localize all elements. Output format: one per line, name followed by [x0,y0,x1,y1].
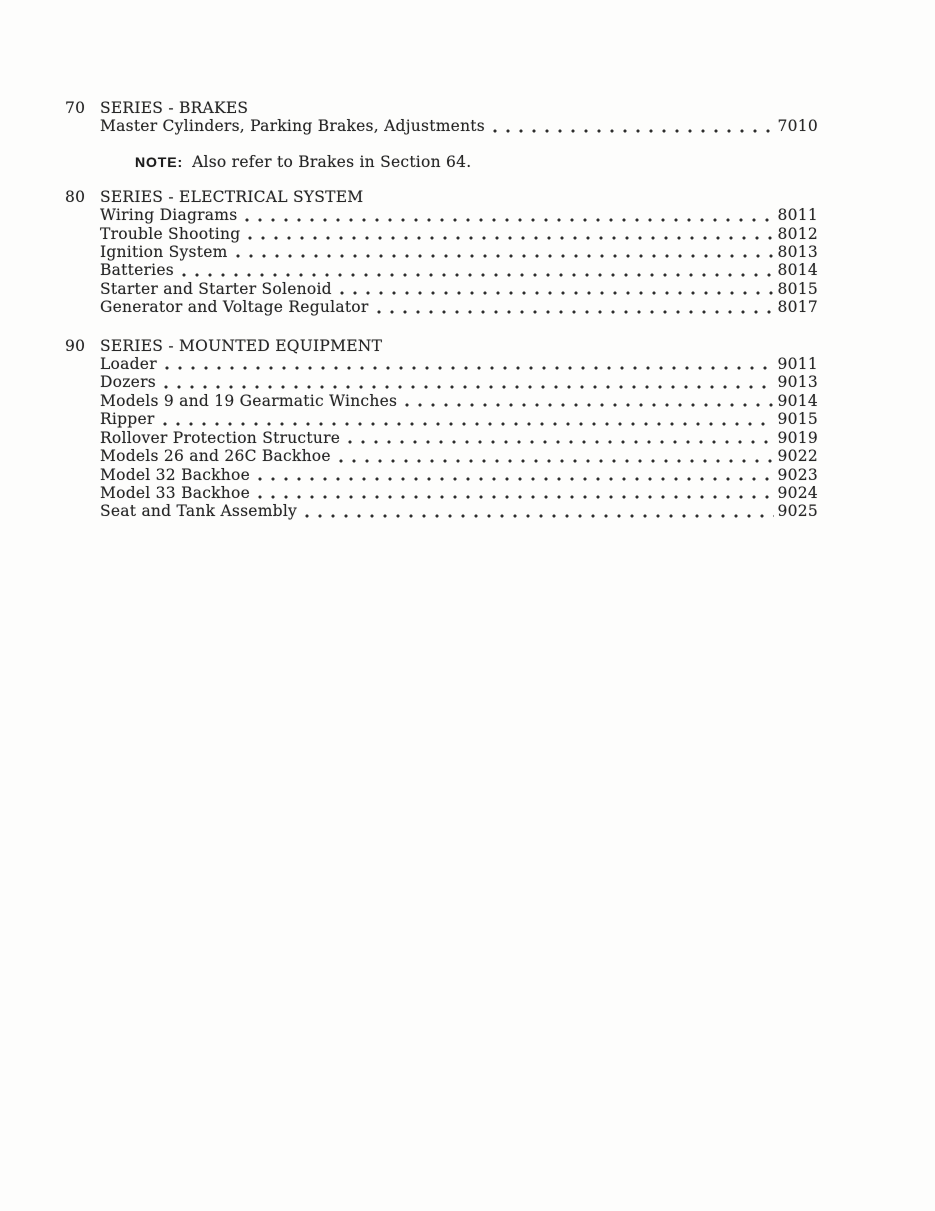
dot-leader [237,206,777,224]
toc-item-page: 9013 [777,373,818,392]
section-title: SERIES - ELECTRICAL SYSTEM [100,187,364,206]
toc-row [100,466,818,484]
section-title: SERIES - MOUNTED EQUIPMENT [100,336,383,355]
toc-row [100,355,818,373]
toc-item-label: Rollover Protection Structure [100,428,341,447]
toc-item-label: Trouble Shooting [100,224,241,243]
toc-row [100,261,818,279]
section-header [65,99,818,117]
dot-leader [332,280,778,298]
toc-item-label: Batteries [100,261,175,280]
dot-leader [228,243,778,261]
toc-item-page: 9023 [777,465,818,484]
section-number: 90 [65,336,86,355]
dot-leader [297,502,777,520]
toc-item-page: 9022 [777,447,818,466]
toc-item-page: 7010 [777,117,818,136]
toc-row [100,447,818,465]
toc-item-page: 8013 [777,243,818,262]
toc-row [100,117,818,135]
note-label: NOTE: [135,153,184,170]
toc-item-page: 9025 [777,502,818,521]
toc-item-label: Starter and Starter Solenoid [100,279,332,298]
section-number: 80 [65,187,86,206]
toc-item-label: Model 32 Backhoe [100,465,251,484]
toc-section-70 [65,99,818,172]
toc-item-page: 8017 [777,298,818,317]
toc-section-90 [65,337,818,521]
toc-row [100,484,818,502]
toc-item-page: 8011 [777,206,818,225]
toc-item-label: Model 33 Backhoe [100,483,251,502]
toc-row [100,502,818,520]
toc-item-label: Models 9 and 19 Gearmatic Winches [100,391,398,410]
toc-item-page: 8015 [777,279,818,298]
toc-item-label: Wiring Diagrams [100,206,238,225]
toc-item-label: Loader [100,355,157,374]
toc-item-page: 9019 [777,428,818,447]
toc-row [100,243,818,261]
dot-leader [155,410,778,428]
toc-item-page: 9024 [777,483,818,502]
toc-item-page: 9014 [777,391,818,410]
toc-item-label: Ignition System [100,243,228,262]
dot-leader [369,298,778,316]
section-number: 70 [65,99,86,117]
dot-leader [157,355,778,373]
toc-row [100,225,818,243]
dot-leader [340,429,777,447]
toc-item-label: Seat and Tank Assembly [100,502,298,521]
toc-row [100,280,818,298]
toc-item-page: 9011 [777,355,818,374]
section-items [100,117,818,171]
toc-section-80 [65,188,818,317]
toc-row [100,298,818,316]
section-header [65,188,818,206]
section-header [65,337,818,355]
section-items [100,206,818,316]
toc-item-page: 8012 [777,224,818,243]
toc-item-label: Master Cylinders, Parking Brakes, Adjustments [100,117,485,136]
dot-leader [240,225,777,243]
toc-item-page: 8014 [777,261,818,280]
note-text: Also refer to Brakes in Section 64. [192,152,472,171]
dot-leader [250,484,778,502]
toc-item-page: 9015 [777,410,818,429]
dot-leader [331,447,778,465]
toc-row [100,410,818,428]
dot-leader [250,466,778,484]
dot-leader [485,117,778,135]
dot-leader [174,261,778,279]
section-title: SERIES - BRAKES [100,99,249,117]
toc-row [100,206,818,224]
note [135,152,818,172]
toc-item-label: Ripper [100,410,155,429]
toc-item-label: Generator and Voltage Regulator [100,298,369,317]
dot-leader [156,373,778,391]
toc-item-label: Models 26 and 26C Backhoe [100,447,331,466]
toc-row [100,373,818,391]
dot-leader [397,392,777,410]
table-of-contents [65,99,818,521]
toc-item-label: Dozers [100,373,156,392]
toc-row [100,392,818,410]
toc-row [100,429,818,447]
section-items [100,355,818,521]
